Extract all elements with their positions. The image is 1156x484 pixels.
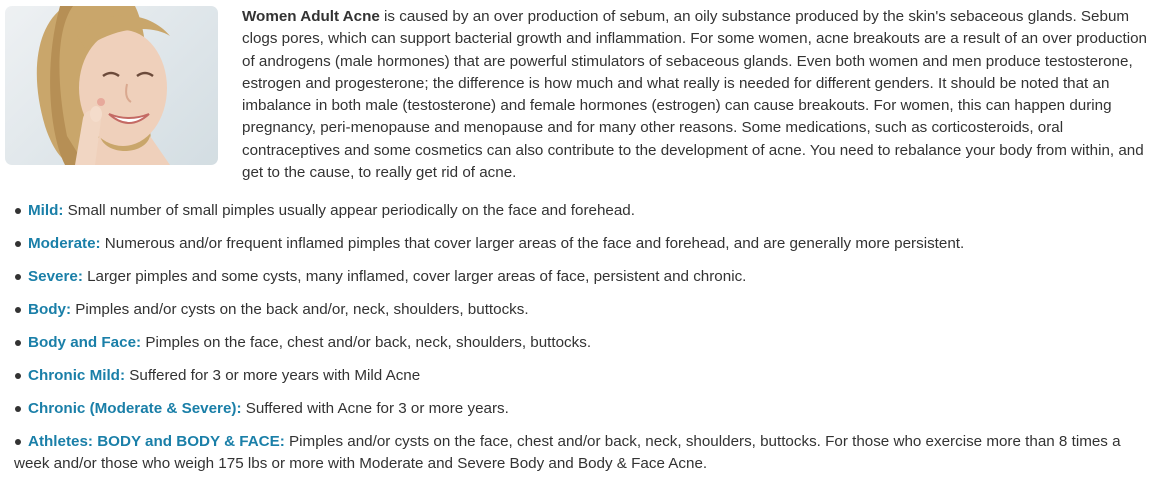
list-item-desc: Pimples and/or cysts on the back and/or, neck, shoulders, buttocks. — [71, 300, 529, 318]
list-item-desc: Suffered for 3 or more years with Mild Acne — [125, 366, 421, 384]
intro-lead: Women Adult Acne — [242, 8, 380, 25]
woman-illustration — [5, 6, 218, 165]
list-item — [14, 233, 1142, 255]
list-item — [14, 365, 1142, 387]
list-item — [14, 266, 1142, 288]
list-item-desc: Small number of small pimples usually appear periodically on the face and forehead. — [63, 202, 635, 219]
list-item-term: Severe: — [28, 267, 83, 285]
list-item — [14, 299, 1142, 321]
list-item — [14, 200, 1142, 222]
list-item-term: Athletes: BODY and BODY & FACE: — [28, 432, 285, 450]
intro-paragraph — [242, 6, 1147, 184]
list-item-desc: Numerous and/or frequent inflamed pimples that cover larger areas of the face and forehead, and are generally more persistent. — [100, 234, 965, 252]
list-item-term: Body: — [28, 300, 72, 318]
list-item-term: Moderate: — [28, 234, 101, 252]
intro-text: is caused by an over production of sebum, an oily substance produced by the skin's sebaceous glands. Sebum clogs pores, which can support bacterial growth and inflammation. For some women, acne breakouts are a result of an over production of androgens (male hormones) that are powerful stimulators of sebaceous glands. Even both women and men produce testosterone, estrogen and progesterone; the difference is how much and what really is needed for different genders. It should be noted that an imbalance in both male (testosterone) and female hormones (estrogen) can cause breakouts. For women, this can happen during pregnancy, peri-menopause and menopause and for many other reasons. Some medications, such as corticosteroids, oral contraceptives and some cosmetics can also contribute to the development of acne. You need to rebalance your body from within, and get to the cause, to really get rid of acne. — [242, 8, 1147, 182]
list-item-desc: Pimples on the face, chest and/or back, neck, shoulders, buttocks. — [141, 333, 592, 351]
list-item-term: Chronic Mild: — [28, 366, 126, 384]
list-item — [14, 398, 1142, 420]
list-item-desc: Pimples and/or cysts on the face, chest and/or back, neck, shoulders, buttocks. For those who exercise more than 8 times a week and/or those who weigh 175 lbs or more with Moderate and Severe Body and Body & Face Acne. — [14, 432, 1121, 473]
woman-photo — [5, 6, 218, 165]
list-item-term: Body and Face: — [28, 333, 142, 351]
acne-types-list — [14, 200, 1142, 484]
list-item-term: Chronic (Moderate & Severe): — [28, 399, 242, 417]
list-item-desc: Suffered with Acne for 3 or more years. — [241, 399, 509, 417]
list-item — [14, 332, 1142, 354]
list-item-desc: Larger pimples and some cysts, many inflamed, cover larger areas of face, persistent and chronic. — [82, 267, 747, 285]
list-item-term: Mild: — [28, 202, 64, 219]
list-item — [14, 431, 1142, 476]
